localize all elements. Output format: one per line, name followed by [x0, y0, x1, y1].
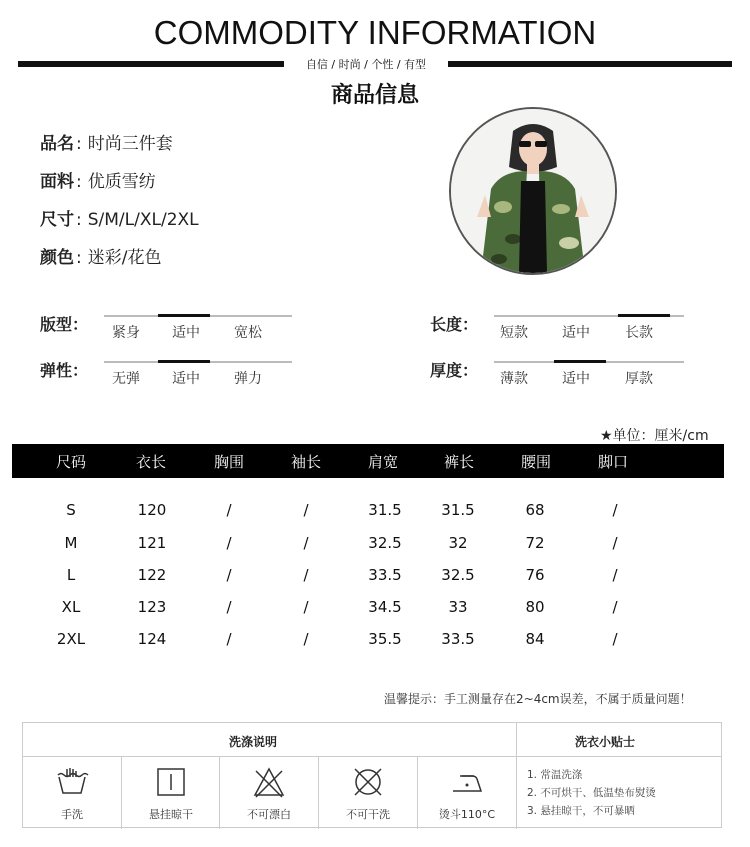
table-cell: 76 — [525, 566, 545, 584]
info-key: 品名 — [40, 134, 74, 154]
header-divider-right — [448, 61, 732, 67]
no-bleach-icon — [252, 765, 286, 799]
table-cell: / — [612, 534, 618, 552]
table-cell: / — [226, 501, 232, 519]
table-cell: L — [66, 566, 76, 584]
care-item-hand-wash — [23, 757, 121, 829]
table-cell: / — [612, 630, 618, 648]
care-instructions — [22, 722, 722, 828]
table-cell: 68 — [525, 501, 545, 519]
info-size: 尺寸 : S/M/L/XL/2XL — [40, 210, 199, 230]
info-key: 颜色 — [40, 248, 74, 268]
rating-option: 紧身 — [112, 325, 140, 341]
column-header: 袖长 — [291, 453, 322, 471]
care-item-iron — [418, 757, 516, 829]
rating-label: 版型： — [40, 315, 89, 334]
rating-option: 薄款 — [500, 371, 528, 387]
info-fabric: 面料 : 优质雪纺 — [40, 172, 156, 192]
table-cell: / — [226, 630, 232, 648]
care-tip: 1. 常温洗涤 — [527, 769, 583, 781]
table-cell: / — [226, 598, 232, 616]
rating-option: 适中 — [562, 371, 590, 387]
table-cell: / — [612, 598, 618, 616]
rating-option: 无弹 — [112, 371, 140, 387]
rating-elastic — [40, 358, 300, 398]
table-cell: 72 — [525, 534, 545, 552]
column-header: 衣长 — [136, 453, 167, 471]
header-title: COMMODITY INFORMATION — [153, 14, 597, 51]
care-tip: 2. 不可烘干、低温垫布熨烫 — [527, 787, 656, 799]
table-header — [12, 444, 724, 478]
care-item-label: 不可漂白 — [247, 808, 291, 821]
table-cell: / — [226, 566, 232, 584]
table-cell: 121 — [137, 534, 167, 552]
product-photo — [449, 107, 617, 275]
column-header: 胸围 — [214, 453, 245, 471]
rating-option: 适中 — [172, 325, 200, 341]
rating-thickness — [430, 358, 690, 398]
table-cell: 122 — [137, 566, 167, 584]
info-color: 颜色 : 迷彩/花色 — [40, 248, 162, 268]
rating-selected-marker — [618, 314, 670, 317]
info-value: 迷彩/花色 — [87, 248, 162, 268]
info-value: 时尚三件套 — [87, 134, 173, 154]
hand-wash-icon — [55, 765, 89, 799]
table-cell: 32.5 — [368, 534, 402, 552]
column-header: 肩宽 — [368, 453, 399, 471]
table-cell: / — [303, 630, 309, 648]
care-tip: 3. 悬挂晾干，不可暴晒 — [527, 805, 635, 817]
care-item-label: 烫斗110°C — [438, 808, 496, 821]
rating-length — [430, 312, 690, 352]
care-item-label: 手洗 — [61, 808, 83, 821]
iron-icon — [450, 765, 484, 799]
table-cell: 31.5 — [441, 501, 475, 519]
info-value: 优质雪纺 — [87, 172, 156, 192]
table-cell: 35.5 — [368, 630, 402, 648]
table-cell: XL — [61, 598, 81, 616]
rating-selected-marker — [158, 360, 210, 363]
table-cell: 33.5 — [368, 566, 402, 584]
table-cell: 33.5 — [441, 630, 475, 648]
info-value: S/M/L/XL/2XL — [87, 210, 199, 230]
care-item-label: 悬挂晾干 — [149, 808, 193, 821]
table-cell: / — [612, 566, 618, 584]
tips-title: 洗衣小贴士 — [575, 735, 636, 749]
header-subtitle: 自信 / 时尚 / 个性 / 有型 — [305, 58, 427, 71]
rating-selected-marker — [158, 314, 210, 317]
unit-label: ★单位：厘米/cm — [600, 428, 709, 444]
no-dry-clean-icon — [351, 765, 385, 799]
rating-option: 弹力 — [234, 371, 262, 387]
info-name: 品名 : 时尚三件套 — [40, 134, 173, 154]
rating-option: 适中 — [562, 325, 590, 341]
care-item-no-dry-clean — [319, 757, 417, 829]
table-cell: 123 — [137, 598, 167, 616]
care-item-no-bleach — [220, 757, 318, 829]
section-title: 商品信息 — [330, 83, 419, 108]
rating-label: 弹性： — [40, 361, 89, 380]
table-cell: S — [66, 501, 76, 519]
care-item-hang-dry — [122, 757, 220, 829]
table-cell: 2XL — [56, 630, 86, 648]
table-cell: / — [303, 501, 309, 519]
table-cell: 32.5 — [441, 566, 475, 584]
table-cell: M — [64, 534, 78, 552]
table-cell: 84 — [525, 630, 545, 648]
rating-option: 短款 — [500, 325, 528, 341]
care-item-label: 不可干洗 — [346, 808, 390, 821]
table-cell: / — [303, 534, 309, 552]
table-cell: / — [226, 534, 232, 552]
rating-option: 适中 — [172, 371, 200, 387]
header-divider-left — [18, 61, 284, 67]
care-title: 洗涤说明 — [229, 735, 278, 749]
info-key: 尺寸 — [40, 210, 74, 230]
table-cell: 80 — [525, 598, 545, 616]
rating-selected-marker — [554, 360, 606, 363]
table-cell: / — [303, 566, 309, 584]
table-cell: 124 — [137, 630, 167, 648]
rating-option: 厚款 — [625, 371, 653, 387]
column-header: 裤长 — [444, 453, 475, 471]
rating-option: 宽松 — [234, 325, 262, 341]
table-cell: 31.5 — [368, 501, 402, 519]
table-cell: / — [612, 501, 618, 519]
info-key: 面料 — [40, 172, 74, 192]
column-header: 腰围 — [521, 453, 552, 471]
model-illustration — [451, 109, 615, 273]
table-cell: 120 — [137, 501, 167, 519]
measurement-note: 温馨提示：手工测量存在2~4cm误差，不属于质量问题！ — [384, 692, 692, 706]
rating-label: 厚度： — [430, 361, 479, 380]
table-cell: 33 — [448, 598, 468, 616]
hang-dry-icon — [154, 765, 188, 799]
rating-label: 长度： — [430, 315, 479, 334]
table-cell: 34.5 — [368, 598, 402, 616]
table-cell: / — [303, 598, 309, 616]
column-header: 脚口 — [598, 453, 629, 471]
rating-fit — [40, 312, 300, 352]
divider — [516, 723, 517, 829]
rating-option: 长款 — [625, 325, 653, 341]
table-cell: 32 — [448, 534, 468, 552]
column-header: 尺码 — [56, 453, 87, 471]
